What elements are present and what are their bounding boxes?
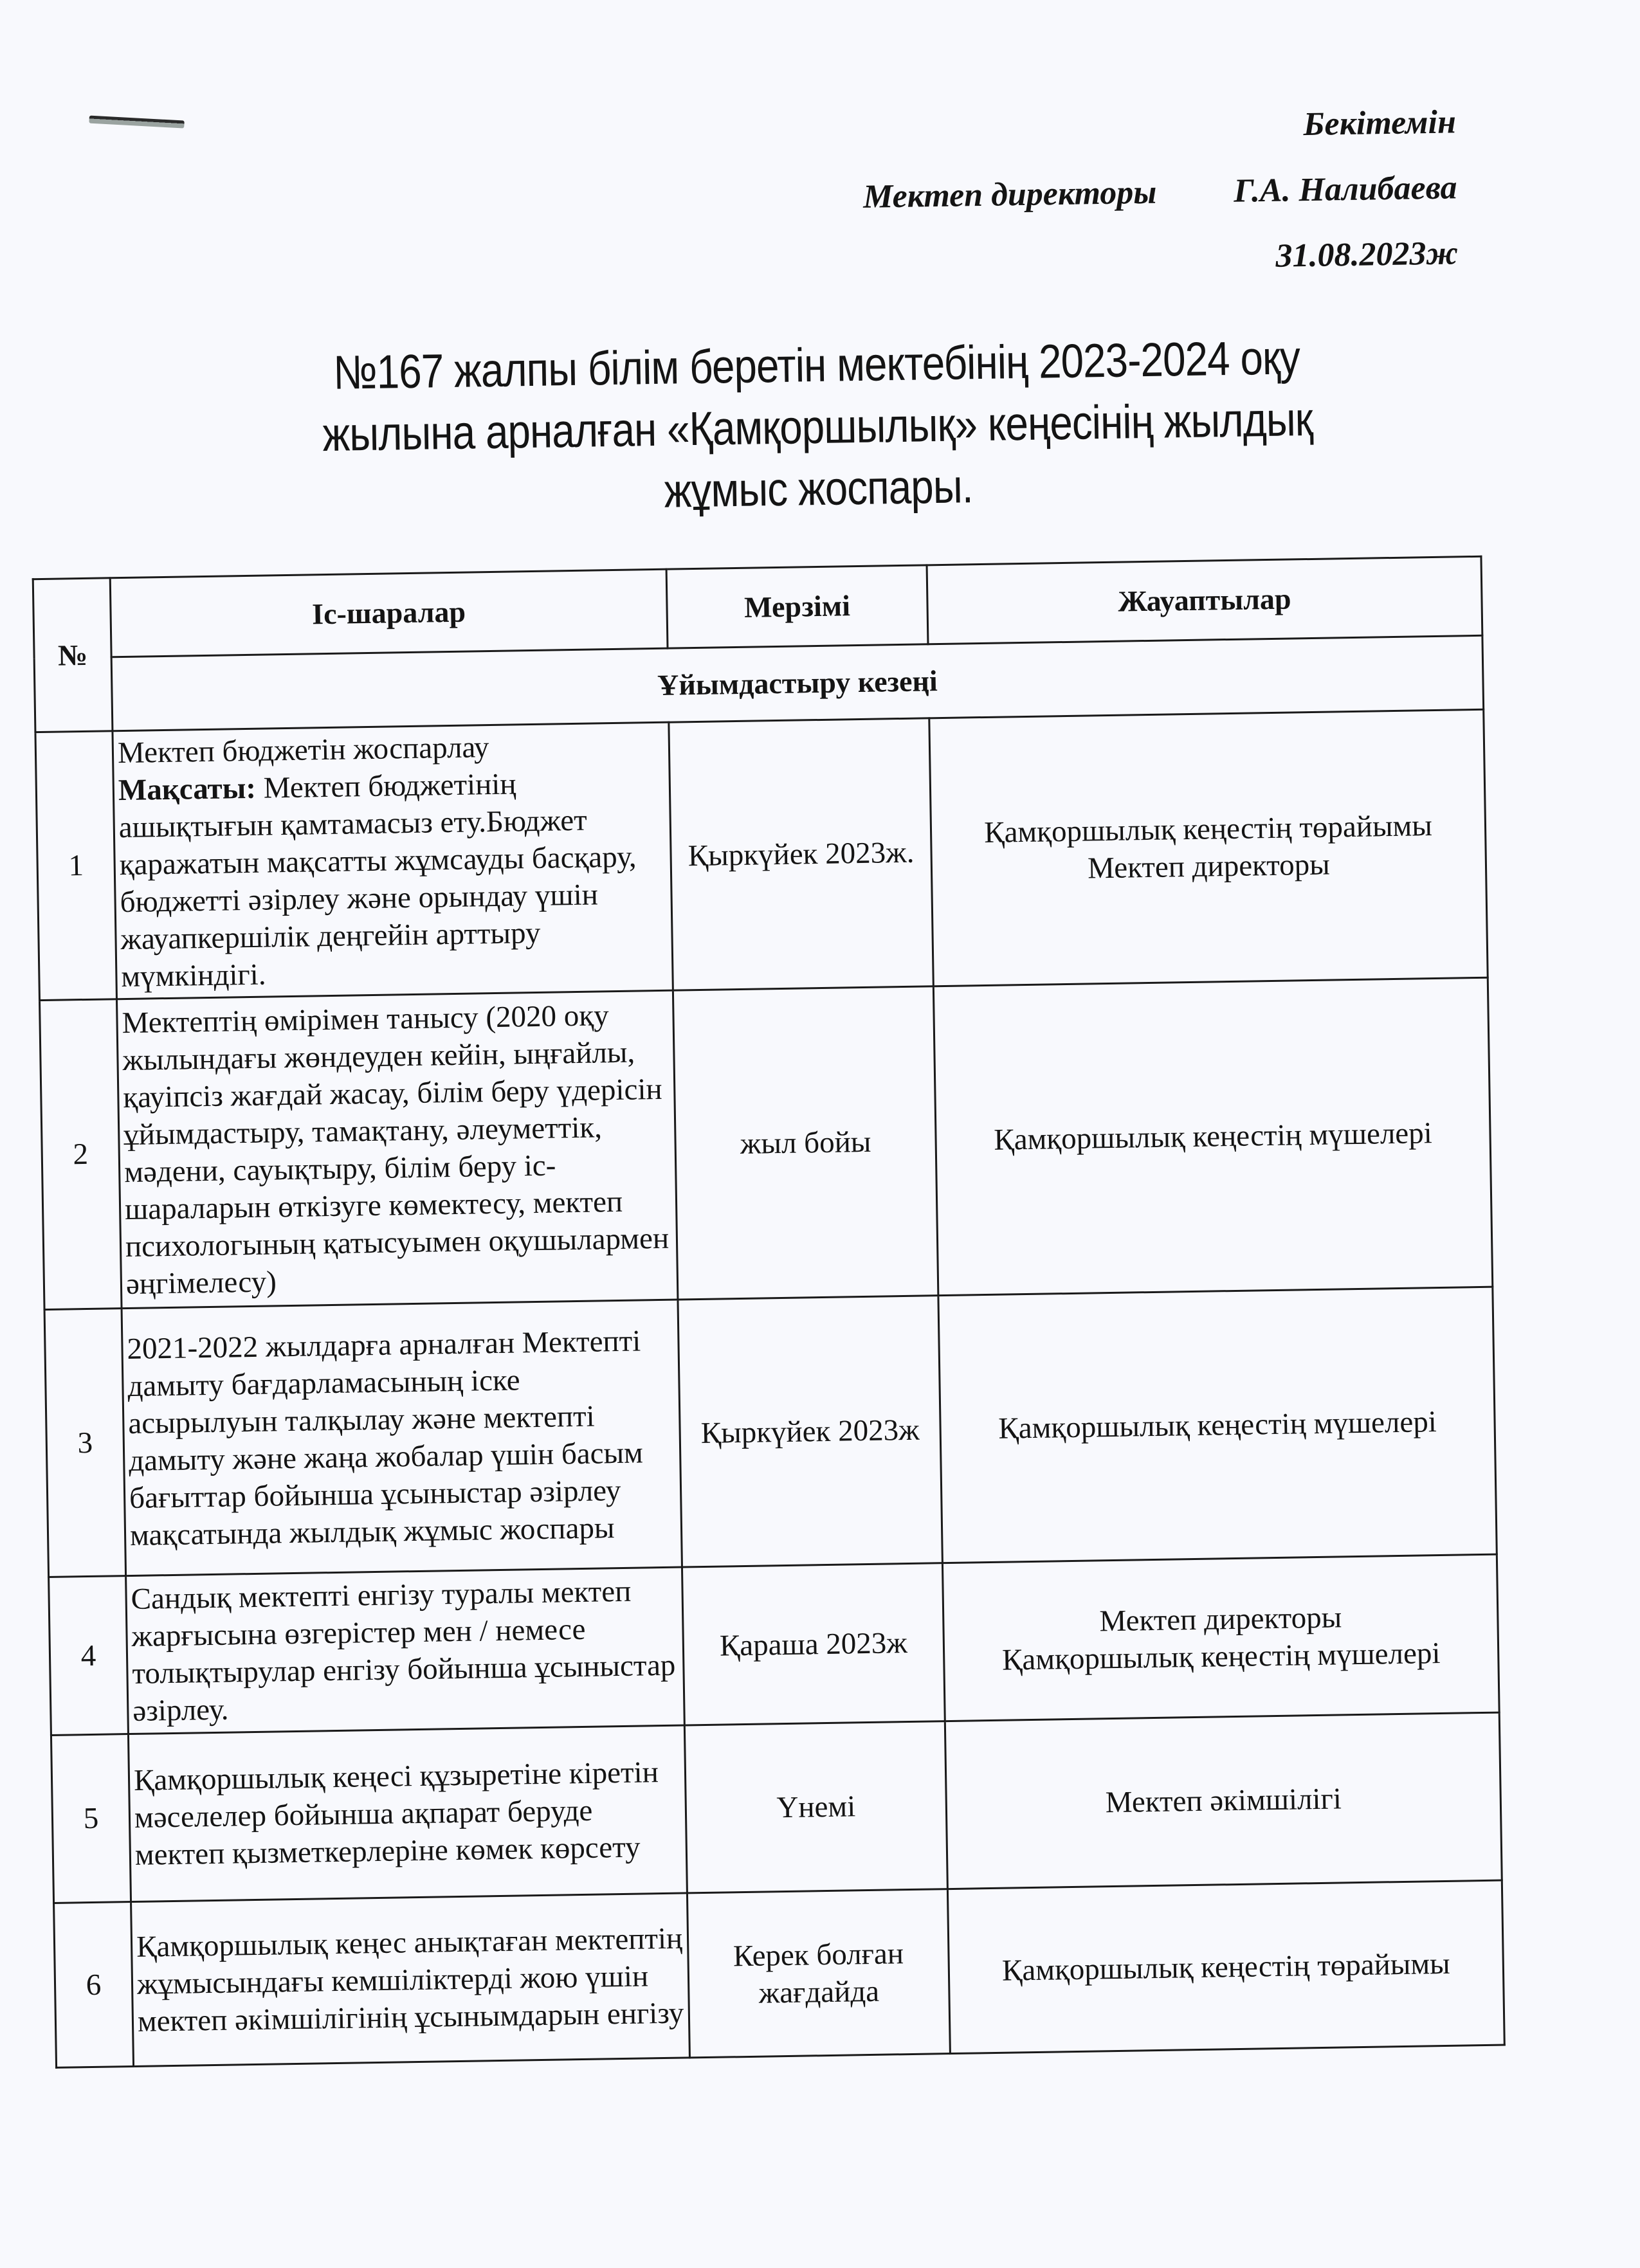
row-deadline: Керек болған жағдайда <box>687 1889 950 2058</box>
responsible-line: Мектеп директоры <box>1099 1600 1342 1638</box>
table-row <box>54 1880 1505 2067</box>
staple-mark <box>89 116 184 129</box>
approval-date: 31.08.2023ж <box>1275 235 1459 275</box>
document-title <box>257 325 1378 528</box>
title-line-1: №167 жалпы білім беретін мектебінің 2023-2024 оқу <box>333 331 1300 399</box>
row-number: 5 <box>51 1734 131 1903</box>
row-responsible <box>947 1880 1504 2054</box>
row-number: 2 <box>40 999 122 1310</box>
row-deadline: Қыркүйек 2023ж. <box>669 718 933 990</box>
row-activity: Қамқоршылық кеңесі құзыретіне кіретін мәселелер бойынша ақпарат беруде мектеп қызметкерлеріне көмек көрсету <box>128 1725 687 1902</box>
header-activities: Іс-шаралар <box>110 569 668 657</box>
responsible-line: Қамқоршылық кеңестің мүшелері <box>993 1116 1433 1157</box>
row-responsible <box>945 1712 1502 1889</box>
row-deadline: Қараша 2023ж <box>682 1563 945 1725</box>
row-deadline: Үнемі <box>684 1721 947 1893</box>
table-row <box>49 1554 1500 1735</box>
responsible-line: Қамқоршылық кеңестің төрайымы <box>1001 1946 1451 1988</box>
row-number: 4 <box>49 1576 129 1736</box>
row-responsible <box>938 1287 1497 1563</box>
table-row <box>51 1712 1502 1903</box>
work-plan-table <box>32 556 1506 2069</box>
row-deadline: жыл бойы <box>673 986 938 1300</box>
row-deadline: Қыркүйек 2023ж <box>678 1296 942 1567</box>
row-responsible <box>929 709 1488 986</box>
table-row <box>40 977 1493 1309</box>
row-number: 1 <box>35 731 117 1001</box>
approver-name: Г.А. Налибаева <box>1233 169 1457 210</box>
row-number: 6 <box>54 1902 134 2068</box>
goal-label: Мақсаты: <box>118 771 257 808</box>
row-activity: Мектептің өмірімен танысу (2020 оқу жылындағы жөндеуден кейін, ыңғайлы, қауіпсіз жағдай жасау, білім беру үдерісін ұйымдастыру, тамақтану, әлеуметтік, мәдени, сауықтыру, білім беру іс-шараларын өткізуге көмектесу, мектеп психологының қатысуымен оқушылармен әңгімелесу) <box>116 990 677 1309</box>
row-activity: Қамқоршылық кеңес анықтаған мектептің жұмысындағы кемшіліктерді жою үшін мектеп әкімшілігінің ұсынымдарын енгізу <box>131 1893 690 2067</box>
header-deadline: Мерзімі <box>666 565 928 648</box>
approver-position: Мектеп директоры <box>862 174 1157 215</box>
activity-title: Мектеп бюджетін жоспарлау <box>117 730 489 770</box>
row-activity <box>113 722 673 999</box>
row-number: 3 <box>44 1309 126 1577</box>
row-responsible <box>942 1554 1499 1721</box>
row-activity: 2021-2022 жылдарға арналған Мектепті дамыту бағдарламасының іске асырылуын талқылау және мектепті дамыту және жаңа жобалар үшін басым бағыттар бойынша ұсыныстар әзірлеу мақсатында жылдық жұмыс жоспары <box>122 1300 682 1576</box>
row-responsible <box>933 977 1492 1295</box>
title-line-2: жылына арналған «Қамқоршылық» кеңесінің жылдық <box>322 392 1313 462</box>
goal-text: Мектеп бюджетінің ашықтығын қамтамасыз ету.Бюджет қаражатын мақсатты жұмсауды басқару, бюджетті әзірлеу және орындау үшін жауапкершілік деңгейін арттыру мүмкіндігі. <box>118 767 637 994</box>
header-responsible: Жауаптылар <box>927 556 1482 644</box>
table-row <box>35 709 1488 1000</box>
approval-block <box>862 105 1459 311</box>
table-row <box>44 1287 1497 1577</box>
header-number: № <box>33 578 113 732</box>
responsible-line: Қамқоршылық кеңестің мүшелері <box>1001 1636 1441 1677</box>
responsible-line: Мектеп директоры <box>1087 848 1331 885</box>
approval-label: Бекітемін <box>1302 104 1457 143</box>
row-activity: Сандық мектепті енгізу туралы мектеп жарғысына өзгерістер мен / немесе толықтырулар енгізу бойынша ұсыныстар әзірлеу. <box>126 1567 685 1734</box>
responsible-line: Қамқоршылық кеңестің төрайымы <box>983 809 1433 849</box>
title-line-3: жұмыс жоспары. <box>664 459 974 518</box>
section-title: Ұйымдастыру кезеңі <box>111 635 1484 730</box>
responsible-line: Мектеп әкімшілігі <box>1105 1782 1342 1820</box>
responsible-line: Қамқоршылық кеңестің мүшелері <box>998 1404 1437 1446</box>
